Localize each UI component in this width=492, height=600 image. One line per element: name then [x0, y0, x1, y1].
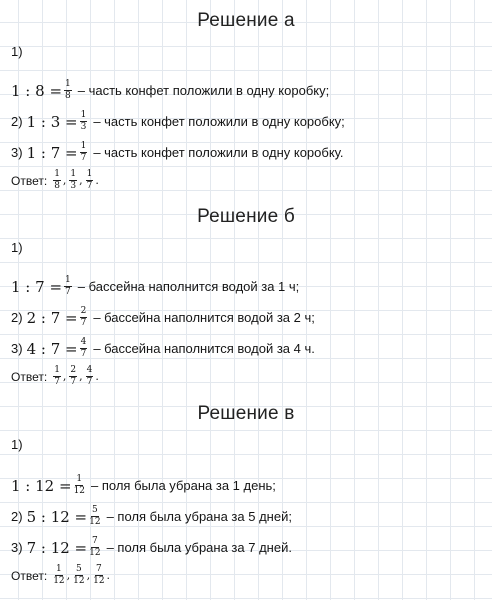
row-text: – часть конфет положили в одну коробку;	[93, 114, 345, 129]
row-prefix: 2)	[11, 509, 23, 524]
row-expression: 1 : 7 =	[26, 143, 78, 162]
row-text: – бассейна наполнится водой за 4 ч.	[93, 341, 315, 356]
section-heading-b: Решение б	[197, 206, 295, 227]
row-expression: 1 : 8 =	[11, 81, 63, 100]
section-heading-a: Решение а	[197, 10, 295, 31]
answer-b: Ответ: $\frac{1}{7}$ , $\frac{2}{7}$ , $\frac{4}{7}$ .	[11, 365, 99, 387]
row-text: – поля была убрана за 1 день;	[91, 478, 276, 493]
answer-fraction: $\frac{1}{12}$	[53, 564, 65, 586]
row-text: – поля была убрана за 5 дней;	[106, 509, 292, 524]
fraction: $\frac{1}{7}$	[65, 275, 71, 297]
answer-label: Ответ:	[11, 173, 48, 188]
solution-row-c-3	[11, 537, 292, 558]
solution-row-b-2	[11, 307, 315, 328]
row-expression: 1 : 7 =	[11, 277, 63, 296]
fraction: $\frac{1}{7}$	[80, 141, 87, 163]
row-text: – часть конфет положили в одну коробку.	[93, 145, 344, 160]
answer-c: Ответ: $\frac{1}{12}$ , $\frac{5}{12}$ , $\frac{7}{12}$ .	[11, 564, 111, 586]
row-prefix: 2)	[11, 310, 23, 325]
section-heading-c: Решение в	[197, 403, 295, 424]
fraction: $\frac{5}{12}$	[89, 505, 101, 527]
answer-label: Ответ:	[11, 369, 48, 384]
answer-fraction: $\frac{5}{12}$	[73, 564, 85, 586]
solution-row-c-2	[11, 506, 292, 527]
answer-fraction: $\frac{4}{7}$	[86, 365, 93, 387]
solution-row-a-3	[11, 142, 343, 163]
row-expression: 4 : 7 =	[26, 339, 78, 358]
row-text: – часть конфет положили в одну коробку;	[77, 83, 330, 98]
row-expression: 2 : 7 =	[26, 308, 78, 327]
fraction: $\frac{7}{12}$	[89, 536, 101, 558]
fraction: $\frac{4}{7}$	[80, 337, 87, 359]
step-label-c: 1)	[11, 437, 23, 452]
answer-fraction: $\frac{7}{12}$	[93, 564, 105, 586]
row-prefix: 2)	[11, 114, 23, 129]
answer-fraction: $\frac{1}{8}$	[54, 169, 60, 191]
solution-row-b-1	[11, 276, 299, 297]
step-label-b: 1)	[11, 240, 23, 255]
row-prefix: 3)	[11, 341, 23, 356]
answer-fraction: $\frac{1}{7}$	[54, 365, 60, 387]
row-expression: 1 : 12 =	[11, 476, 72, 495]
fraction: $\frac{1}{12}$	[73, 474, 86, 496]
fraction: $\frac{1}{3}$	[80, 110, 87, 132]
fraction: $\frac{1}{8}$	[65, 79, 71, 101]
row-expression: 5 : 12 =	[26, 507, 88, 526]
answer-fraction: $\frac{2}{7}$	[70, 365, 77, 387]
answer-label: Ответ:	[11, 568, 48, 583]
row-prefix: 3)	[11, 540, 23, 555]
solution-row-a-2	[11, 111, 345, 132]
answer-a: Ответ: $\frac{1}{8}$ , $\frac{1}{3}$ , $\frac{1}{7}$ .	[11, 169, 99, 191]
solution-row-c-1	[11, 475, 276, 496]
answer-fraction: $\frac{1}{7}$	[86, 169, 93, 191]
fraction: $\frac{2}{7}$	[80, 306, 87, 328]
row-prefix: 3)	[11, 145, 23, 160]
row-text: – бассейна наполнится водой за 1 ч;	[77, 279, 300, 294]
row-text: – бассейна наполнится водой за 2 ч;	[93, 310, 315, 325]
answer-fraction: $\frac{1}{3}$	[70, 169, 77, 191]
row-expression: 7 : 12 =	[26, 538, 88, 557]
row-text: – поля была убрана за 7 дней.	[106, 540, 292, 555]
row-expression: 1 : 3 =	[26, 112, 78, 131]
solution-row-b-3	[11, 338, 315, 359]
solution-row-a-1	[11, 80, 329, 101]
step-label-a: 1)	[11, 44, 23, 59]
